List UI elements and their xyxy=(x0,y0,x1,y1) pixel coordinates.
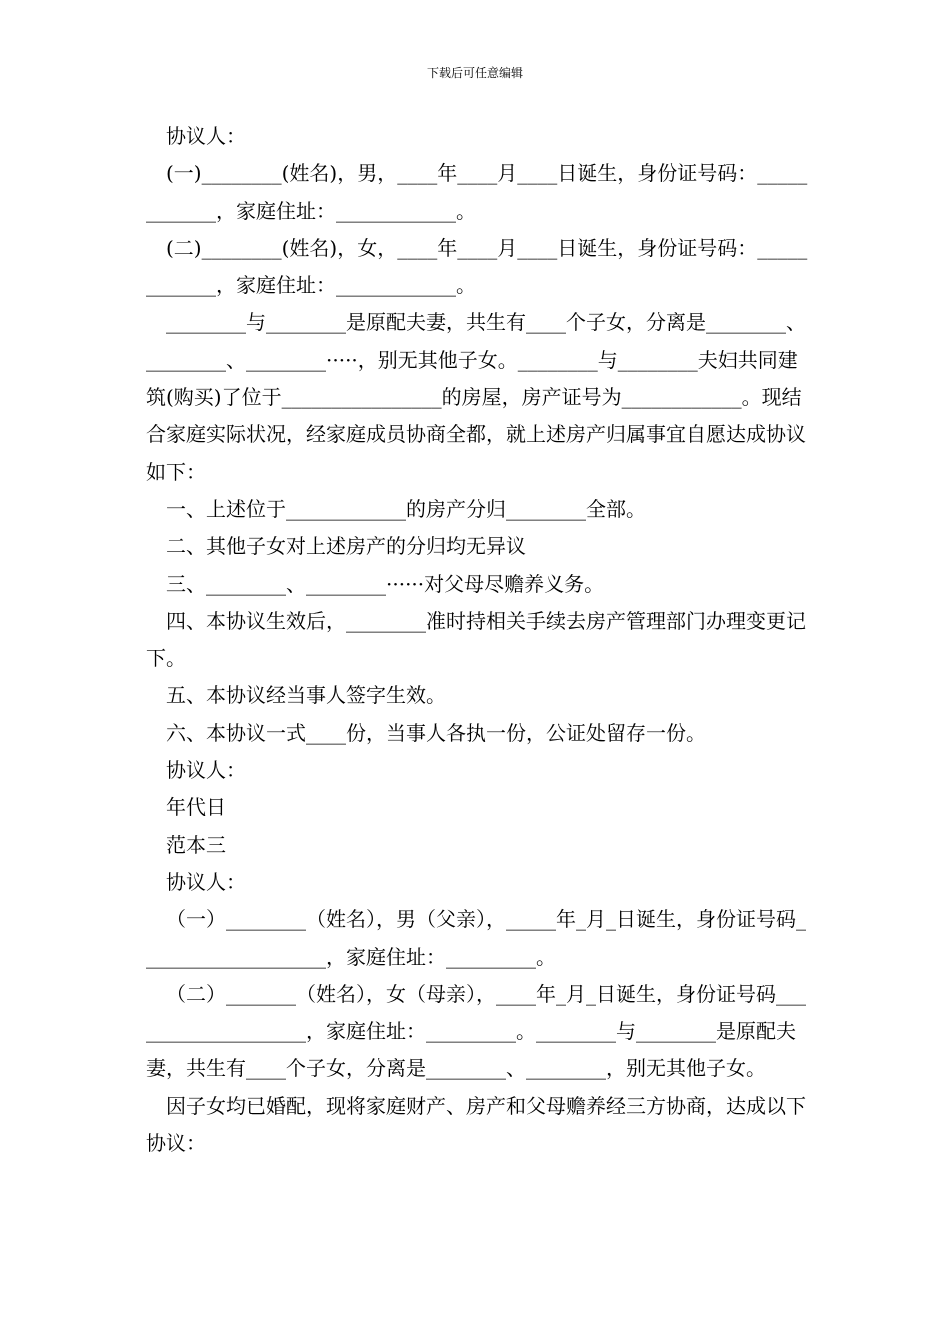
paragraph-party-father: （一）________（姓名），男（父亲），_____年_月_日诞生，身份证号码___________________，家庭住址：_________。 xyxy=(146,907,806,969)
paragraph-party-two: (二)________(姓名)，女，____年____月____日诞生，身份证号码：____________，家庭住址：____________。 xyxy=(146,235,808,298)
page-header: 下载后可任意编辑 xyxy=(426,66,523,80)
clause-six: 六、本协议一式____份，当事人各执一份，公证处留存一份。 xyxy=(166,720,706,745)
clause-two: 二、其他子女对上述房产的分归均无异议 xyxy=(166,534,526,559)
clause-five: 五、本协议经当事人签字生效。 xyxy=(166,683,446,708)
signature-parties-label: 协议人： xyxy=(166,758,246,783)
signature-date-label: 年代日 xyxy=(166,795,226,820)
section-title-template-three: 范本三 xyxy=(166,832,226,857)
paragraph-parties-label-2: 协议人： xyxy=(166,869,246,894)
paragraph-parties-label: 协议人： xyxy=(166,124,246,148)
clause-four: 四、本协议生效后，________准时持相关手续去房产管理部门办理变更记下。 xyxy=(146,608,806,671)
paragraph-party-one: (一)________(姓名)，男，____年____月____日诞生，身份证号码：____________，家庭住址：____________。 xyxy=(146,161,808,223)
document-body xyxy=(146,118,810,1162)
paragraph-background: ________与________是原配夫妻，共生有____个子女，分离是________、________、________·····，别无其他子女。________与________夫妇共同建筑(购买)了位于________________的房屋，房产证号为____________。现结合家庭实际状况，经家庭成员协商全都，就上述房产归属事宜自愿达成协议如下： xyxy=(146,310,806,484)
paragraph-party-mother: （二）_______（姓名），女（母亲），____年_月_日诞生，身份证号码___________________，家庭住址：_________。________与________是原配夫妻，共生有____个子女，分离是________、________，别无其他子女。 xyxy=(146,981,806,1081)
paragraph-agreement-intro: 因子女均已婚配，现将家庭财产、房产和父母赡养经三方协商，达成以下协议： xyxy=(146,1093,806,1156)
clause-one: 一、上述位于____________的房产分归________全部。 xyxy=(166,496,646,521)
clause-three: 三、________、________······对父母尽赡养义务。 xyxy=(166,571,605,596)
